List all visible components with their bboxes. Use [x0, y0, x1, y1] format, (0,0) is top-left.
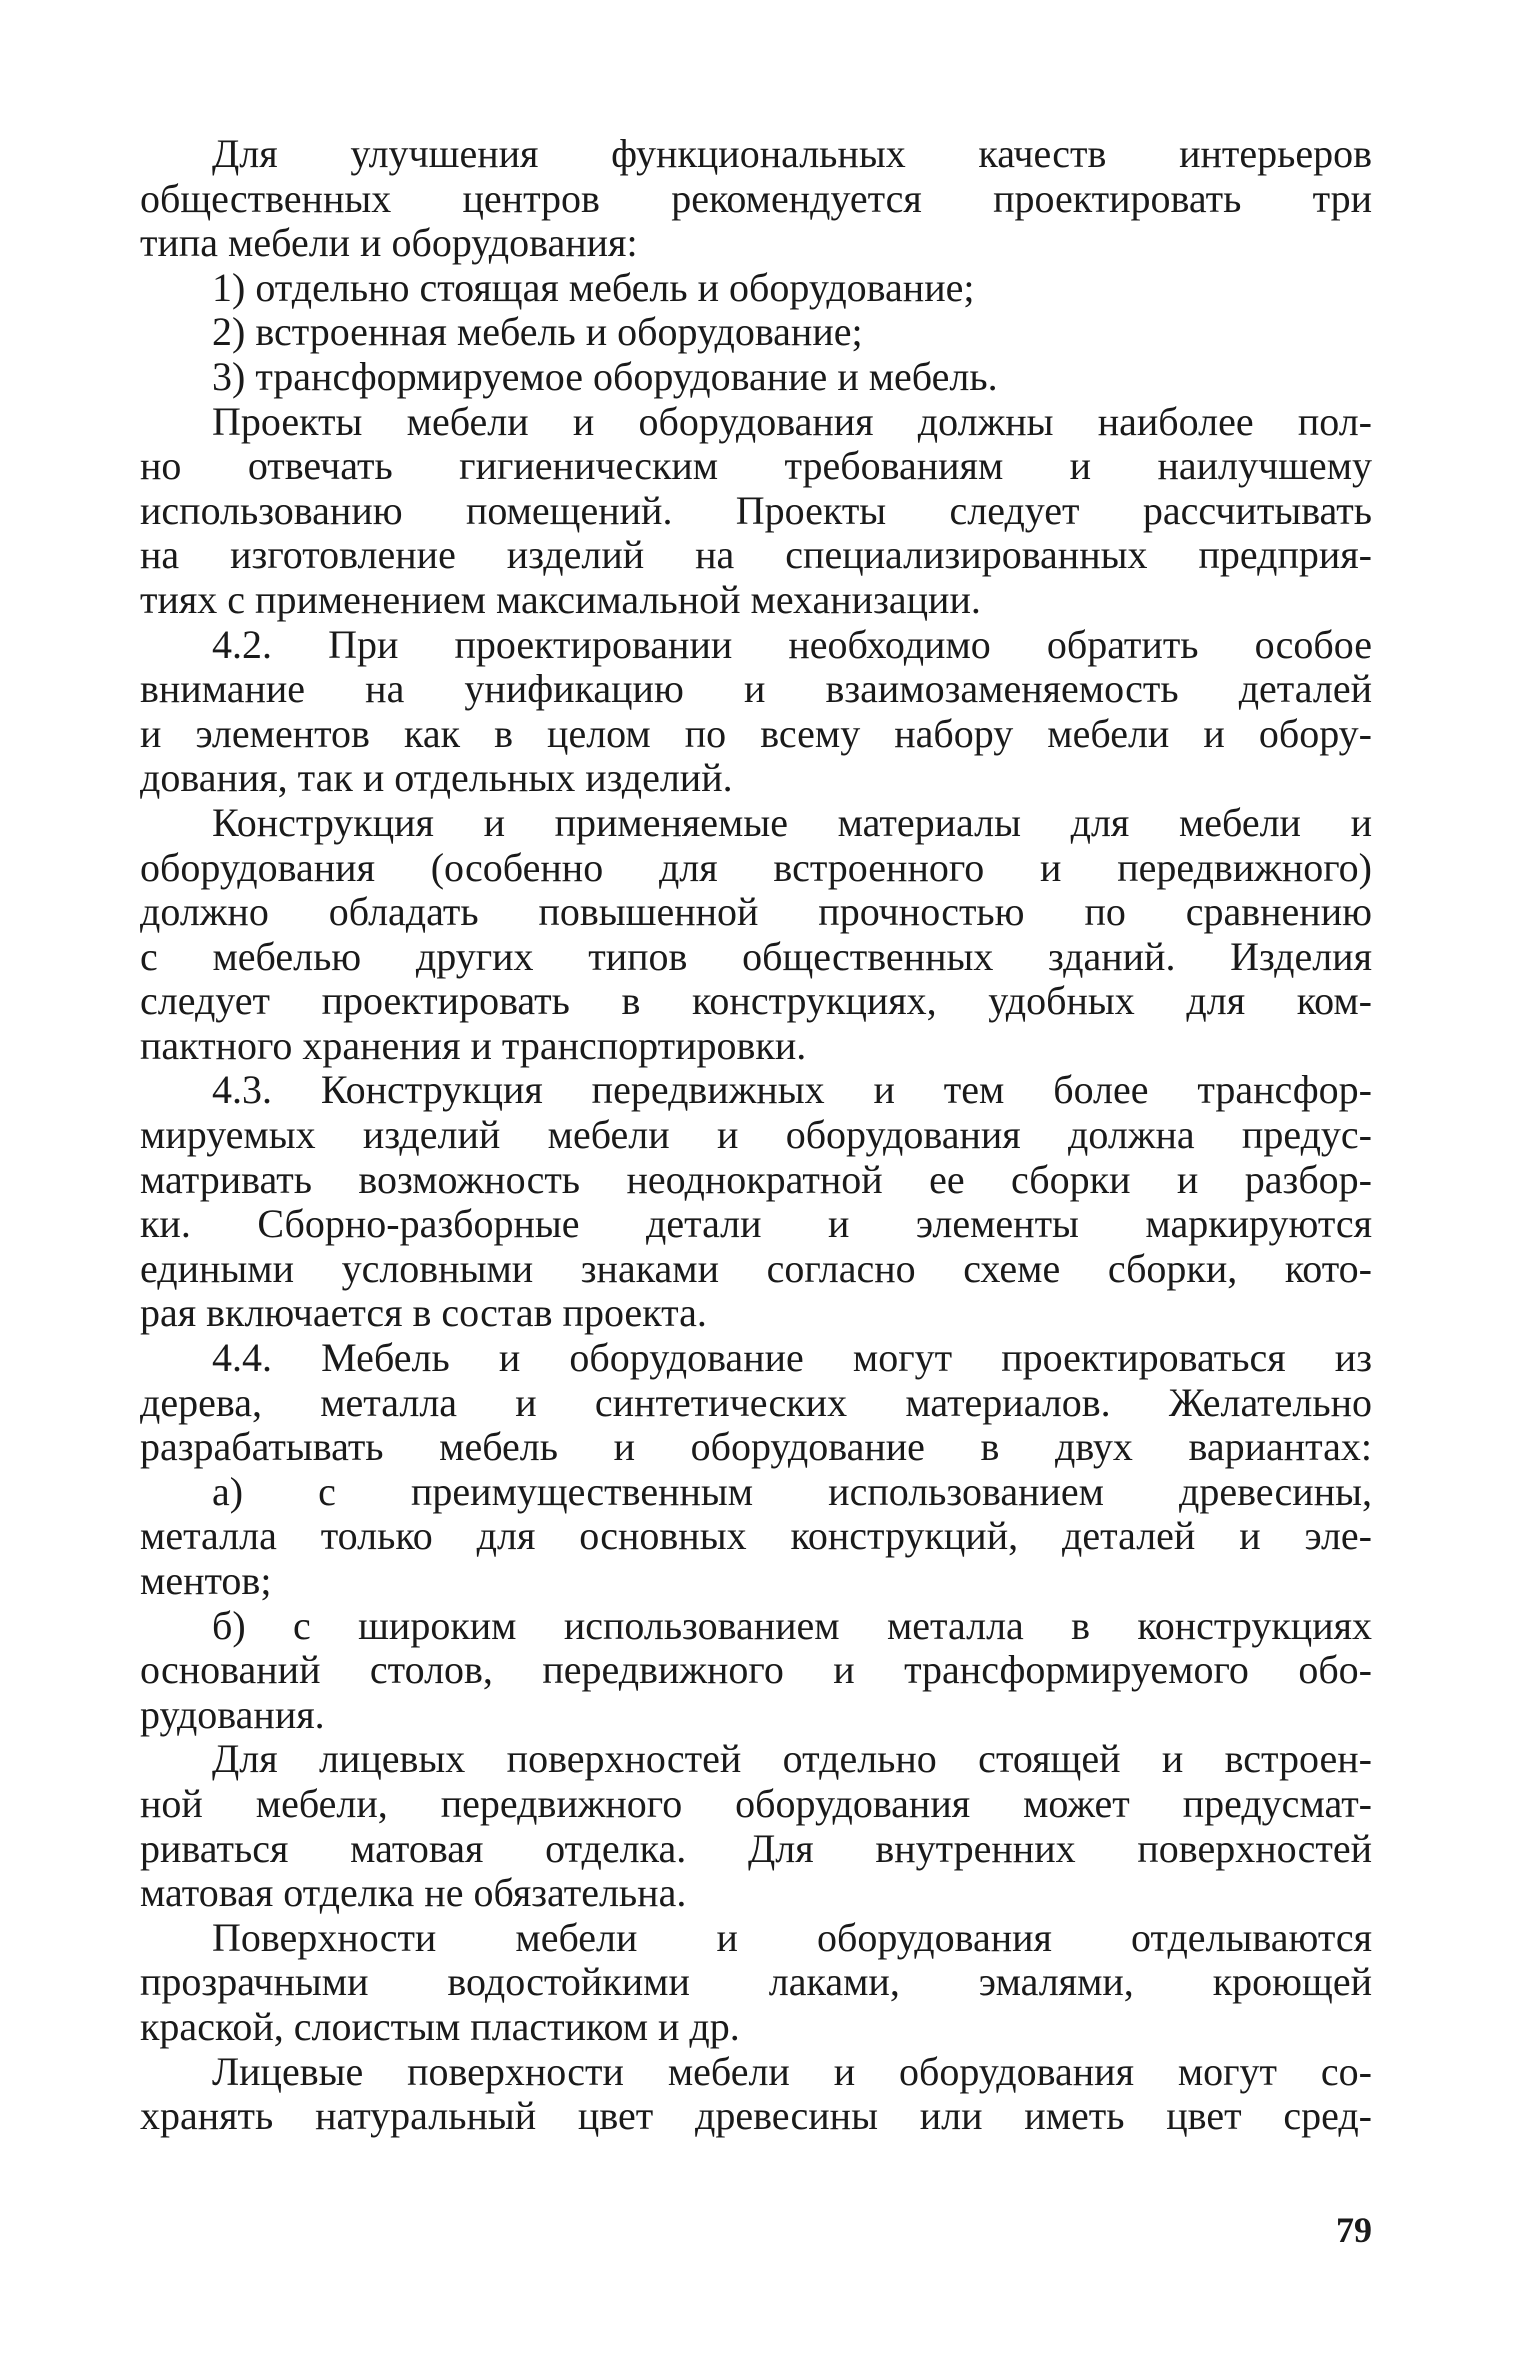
text-line: использованию помещений. Проекты следует рассчитывать [140, 488, 1372, 533]
list-item: б) с широким использованием металла в конструкциях [212, 1603, 1372, 1648]
section-line: 4.3. Конструкция передвижных и тем более трансфор- [212, 1068, 1372, 1113]
text-line: дования, так и отдельных изделий. [140, 756, 733, 801]
text-line: ментов; [140, 1559, 272, 1603]
text-line: Проекты мебели и оборудования должны наиболее пол- [212, 399, 1372, 444]
text-line: типа мебели и оборудования: [140, 221, 638, 266]
page-number: 79 [1336, 2210, 1372, 2250]
text-line: мируемых изделий мебели и оборудования должна предус- [140, 1113, 1372, 1158]
text-line: оборудования (особенно для встроенного и передвижного) [140, 845, 1372, 890]
text-block [140, 132, 1372, 2139]
text-line: матривать возможность неоднократной ее сборки и разбор- [140, 1157, 1372, 1202]
text-line: с мебелью других типов общественных зданий. Изделия [140, 934, 1372, 979]
text-line: но отвечать гигиеническим требованиям и наилучшему [140, 444, 1372, 489]
text-line: на изготовление изделий на специализированных предприя- [140, 533, 1372, 578]
text-line: хранять натуральный цвет древесины или иметь цвет сред- [140, 2094, 1372, 2139]
text-line: внимание на унификацию и взаимозаменяемость деталей [140, 667, 1372, 712]
text-line: Для лицевых поверхностей отдельно стоящей и встроен- [212, 1737, 1372, 1782]
text-line: Лицевые поверхности мебели и оборудования могут со- [212, 2049, 1372, 2094]
text-line: пактного хранения и транспортировки. [140, 1023, 807, 1068]
text-line: Поверхности мебели и оборудования отделываются [212, 1915, 1372, 1960]
text-line: рая включается в состав проекта. [140, 1291, 707, 1336]
list-item: 3) трансформируемое оборудование и мебель. [212, 354, 998, 399]
list-item: 2) встроенная мебель и оборудование; [212, 310, 863, 355]
text-line: должно обладать повышенной прочностью по сравнению [140, 890, 1372, 935]
list-item: а) с преимущественным использованием древесины, [212, 1469, 1372, 1514]
list-item: 1) отдельно стоящая мебель и оборудование; [212, 265, 975, 310]
text-line: краской, слоистым пластиком и др. [140, 2004, 740, 2049]
section-line: 4.4. Мебель и оборудование могут проектироваться из [212, 1336, 1372, 1381]
text-line: прозрачными водостойкими лаками, эмалями, кроющей [140, 1960, 1372, 2005]
text-line: матовая отделка не обязательна. [140, 1871, 687, 1916]
text-line: тиях с применением максимальной механизации. [140, 577, 981, 622]
text-line: едиными условными знаками согласно схеме сборки, кото- [140, 1246, 1372, 1291]
text-line: дерева, металла и синтетических материалов. Желательно [140, 1380, 1372, 1425]
text-line: риваться матовая отделка. Для внутренних поверхностей [140, 1826, 1372, 1871]
text-line: оснований столов, передвижного и трансформируемого обо- [140, 1648, 1372, 1693]
section-line: 4.2. При проектировании необходимо обратить особое [212, 622, 1372, 667]
text-line: Для улучшения функциональных качеств интерьеров [212, 132, 1372, 176]
text-line: разрабатывать мебель и оборудование в двух вариантах: [140, 1425, 1372, 1470]
text-line: общественных центров рекомендуется проектировать три [140, 176, 1372, 221]
text-line: ки. Сборно-разборные детали и элементы маркируются [140, 1202, 1372, 1247]
text-line: и элементов как в целом по всему набору мебели и обору- [140, 711, 1372, 756]
text-line: следует проектировать в конструкциях, удобных для ком- [140, 979, 1372, 1024]
text-line: ной мебели, передвижного оборудования может предусмат- [140, 1781, 1372, 1826]
text-line: Конструкция и применяемые материалы для мебели и [212, 800, 1372, 845]
text-line: металла только для основных конструкций, деталей и эле- [140, 1514, 1372, 1559]
text-line: рудования. [140, 1692, 325, 1737]
